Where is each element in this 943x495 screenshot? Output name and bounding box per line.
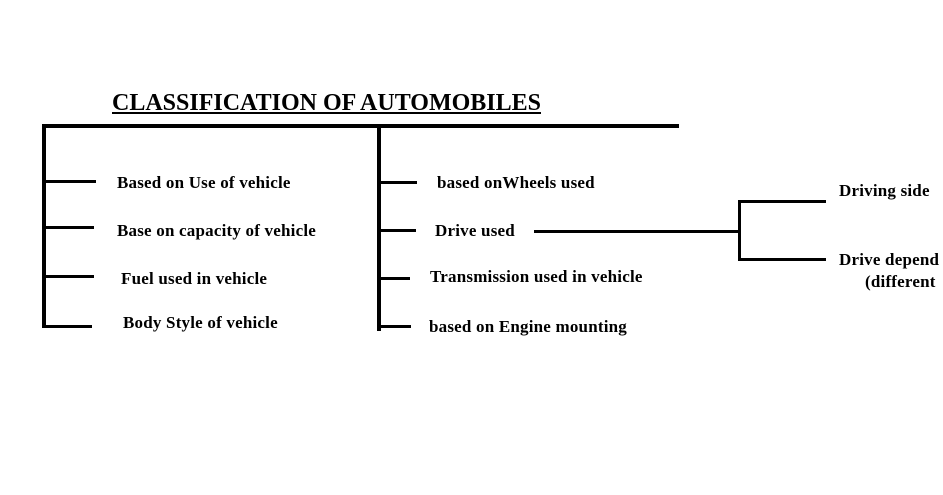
left-connector-3 (44, 275, 94, 278)
diagram-title: CLASSIFICATION OF AUTOMOBILES (112, 90, 541, 116)
middle-connector-1 (379, 181, 417, 184)
middle-item-engine-mounting: based on Engine mounting (429, 317, 628, 336)
drive-used-connector-1 (738, 200, 826, 203)
middle-connector-3 (379, 277, 410, 280)
main-horizontal-bar (42, 124, 679, 128)
middle-connector-2 (379, 229, 416, 232)
middle-item-drive-used: Drive used (435, 221, 515, 240)
drive-used-connector-2 (738, 258, 826, 261)
drive-item-drive-depend (839, 249, 939, 293)
left-connector-4 (44, 325, 92, 328)
left-connector-1 (44, 180, 96, 183)
drive-item-driving-side: Driving side (839, 181, 930, 200)
drive-item-drive-depend-line2: (different (865, 272, 936, 291)
middle-vertical-trunk (377, 124, 381, 331)
left-item-fuel-used: Fuel used in vehicle (121, 269, 268, 288)
left-connector-2 (44, 226, 94, 229)
drive-used-vertical-trunk (738, 200, 741, 261)
left-item-capacity-of-vehicle: Base on capacity of vehicle (117, 221, 316, 240)
middle-item-wheels-used: based onWheels used (437, 173, 595, 192)
drive-item-drive-depend-line1: Drive depend (839, 250, 940, 269)
left-item-body-style: Body Style of vehicle (123, 313, 278, 332)
middle-connector-4 (379, 325, 411, 328)
left-item-use-of-vehicle: Based on Use of vehicle (117, 173, 291, 192)
middle-item-transmission-used: Transmission used in vehicle (430, 267, 643, 286)
drive-used-horizontal-link (534, 230, 741, 233)
